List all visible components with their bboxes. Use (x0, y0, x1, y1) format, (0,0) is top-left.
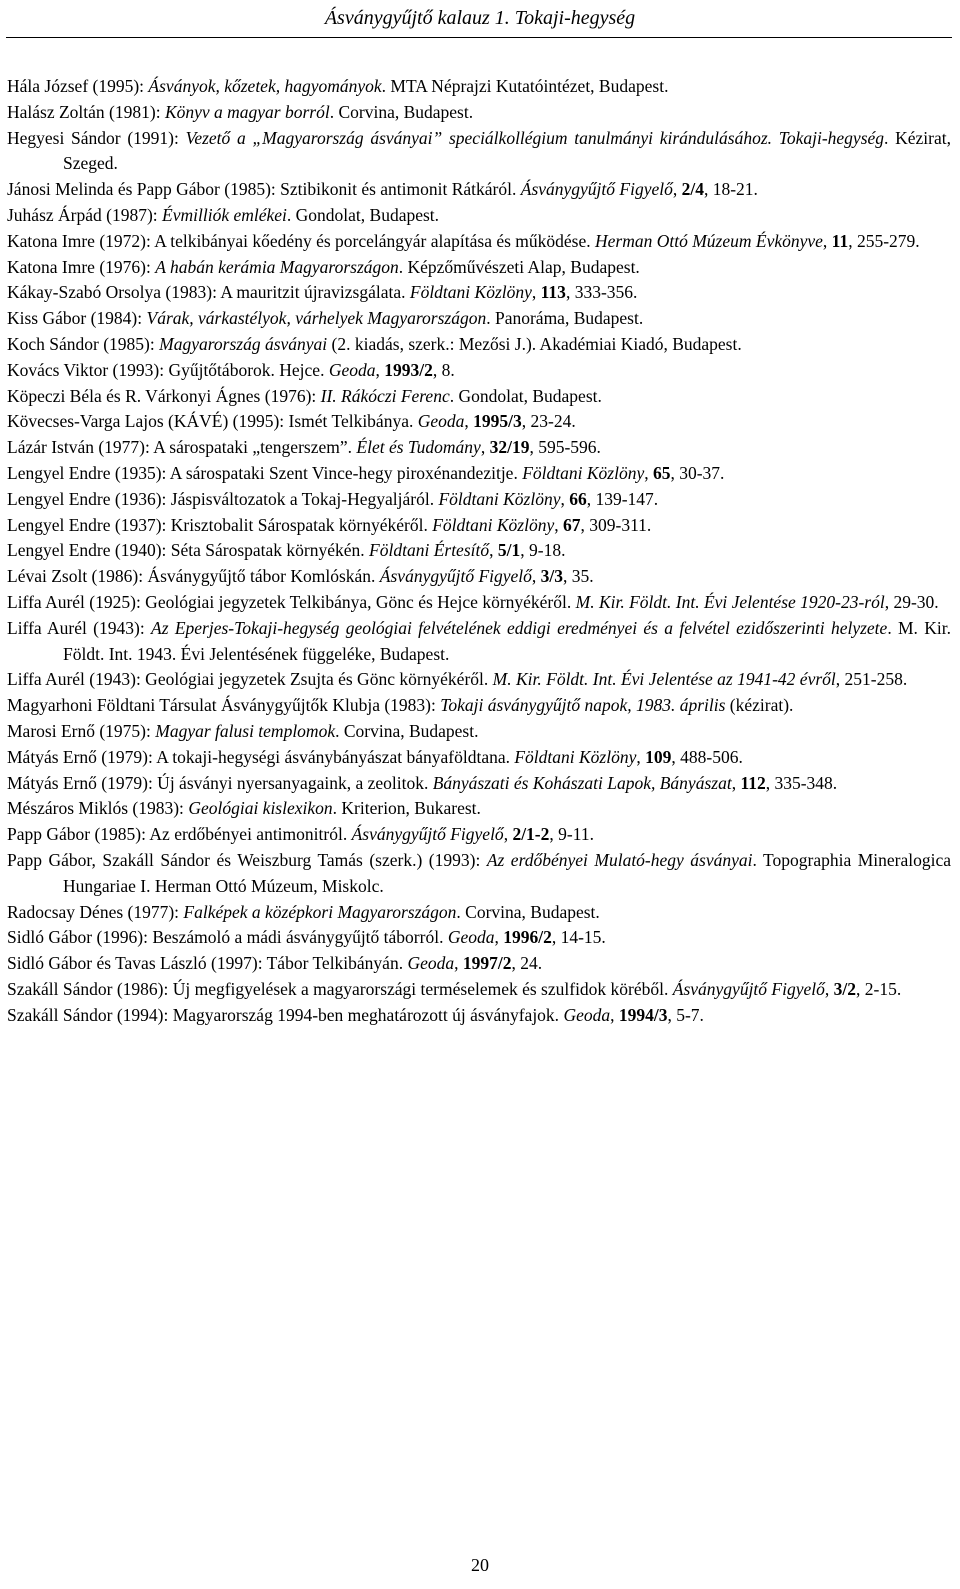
reference-entry (7, 1003, 951, 1029)
reference-text: , 309-311. (580, 514, 652, 535)
reference-title-italic: M. Kir. Földt. Int. Évi Jelentése az 1941-42 évről (492, 669, 836, 690)
reference-entry (7, 951, 951, 977)
reference-title-italic: Élet és Tudomány (356, 437, 481, 458)
reference-volume-bold: 1997/2 (462, 953, 512, 974)
reference-text: Halász Zoltán (1981): (7, 101, 165, 122)
reference-text: . M. Kir. Földt. Int. 1943. Évi Jelentésének függeléke, Budapest. (63, 617, 951, 664)
reference-volume-bold: 3/2 (833, 978, 856, 999)
reference-text: Hála József (1995): (7, 76, 149, 96)
reference-text: , (731, 772, 741, 793)
reference-title-italic: Évmilliók emlékei (162, 204, 287, 225)
reference-text: . Panoráma, Budapest. (486, 308, 644, 329)
reference-text: . Kriterion, Bukarest. (332, 798, 481, 819)
reference-text: Lengyel Endre (1937): Krisztobalit Sárospatak környékéről. (7, 514, 433, 535)
reference-text: Katona Imre (1972): A telkibányai kőedény és porcelángyár alapítása és működése. (7, 230, 595, 251)
reference-text: , (503, 824, 513, 845)
reference-text: , 333-356. (565, 282, 638, 303)
reference-text: . Corvina, Budapest. (335, 720, 479, 741)
reference-text: Lengyel Endre (1940): Séta Sárospatak környékén. (7, 540, 370, 561)
reference-text: , 29-30. (884, 591, 939, 612)
running-title: Ásványgyűjtő kalauz 1. Tokaji-hegység (324, 7, 636, 29)
reference-text: Mátyás Ernő (1979): A tokaji-hegységi ásványbányászat bányaföldtana. (7, 746, 515, 767)
reference-text: Marosi Ernő (1975): (7, 720, 156, 741)
reference-volume-bold: 1994/3 (618, 1004, 668, 1025)
reference-text: Liffa Aurél (1943): Geológiai jegyzetek Zsujta és Gönc környékéről. (7, 669, 493, 690)
reference-text: , (531, 282, 541, 303)
reference-entry (7, 564, 951, 590)
reference-text: Radocsay Dénes (1977): (7, 901, 184, 922)
reference-volume-bold: 2/1-2 (512, 824, 550, 845)
header-rule (6, 37, 952, 38)
reference-entry (7, 822, 951, 848)
reference-entry (7, 74, 951, 100)
reference-volume-bold: 1996/2 (503, 927, 552, 948)
reference-text: , (489, 540, 498, 561)
reference-title-italic: Geoda (417, 411, 465, 432)
reference-title-italic: Földtani Értesítő (369, 540, 490, 561)
reference-text: Sidló Gábor és Tavas László (1997): Tábor Telkibányán. (7, 953, 408, 974)
reference-text: , 14-15. (551, 927, 606, 948)
reference-text: , (824, 978, 834, 999)
reference-entry (7, 280, 951, 306)
reference-title-italic: II. Rákóczi Ferenc (320, 385, 450, 406)
reference-text: , 18-21. (703, 179, 758, 200)
reference-entry (7, 100, 951, 126)
reference-text: Köpeczi Béla és R. Várkonyi Ágnes (1976): (7, 385, 321, 406)
reference-text: , 5-7. (667, 1004, 704, 1025)
reference-text: , (636, 746, 646, 767)
reference-entry (7, 203, 951, 229)
reference-title-italic: Vezető a „Magyarország ásványai” speciálkollégium tanulmányi kirándulásához. Tokaji-hegység (185, 127, 885, 148)
reference-text: . MTA Néprajzi Kutatóintézet, Budapest. (381, 76, 669, 96)
reference-entry (7, 409, 951, 435)
reference-volume-bold: 1993/2 (384, 359, 433, 380)
reference-volume-bold: 66 (569, 488, 587, 509)
reference-text: Kiss Gábor (1984): (7, 308, 147, 329)
reference-volume-bold: 2/4 (681, 179, 704, 200)
reference-entry (7, 977, 951, 1003)
reference-text: Sidló Gábor (1996): Beszámoló a mádi ásványgyűjtő táborról. (7, 927, 448, 948)
reference-text: Szakáll Sándor (1994): Magyarország 1994-ben meghatározott új ásványfajok. (7, 1004, 564, 1025)
reference-title-italic: Ásványgyűjtő Figyelő (672, 978, 825, 999)
reference-title-italic: Az erdőbényei Mulató-hegy ásványai (486, 849, 753, 870)
reference-text: , (610, 1004, 619, 1025)
reference-entry (7, 538, 951, 564)
reference-text: Mátyás Ernő (1979): Új ásványi nyersanyagaink, a zeolitok. (7, 772, 433, 793)
reference-entry (7, 771, 951, 797)
reference-text: , 9-18. (520, 540, 566, 561)
reference-title-italic: M. Kir. Földt. Int. Évi Jelentése 1920-23-ról (575, 591, 885, 612)
reference-title-italic: A habán kerámia Magyarországon (155, 256, 399, 277)
reference-text: Jánosi Melinda és Papp Gábor (1985): Sztibikonit és antimonit Rátkáról. (7, 179, 521, 200)
reference-text: (2. kiadás, szerk.: Mezősi J.). Akadémiai Kiadó, Budapest. (327, 333, 742, 354)
reference-text: , 335-348. (765, 772, 838, 793)
reference-text: , (480, 437, 490, 458)
reference-text: , 488-506. (671, 746, 743, 767)
reference-text: , (494, 927, 504, 948)
reference-text: , 9-11. (549, 824, 594, 845)
reference-text: Lengyel Endre (1935): A sárospataki Szent Vince-hegy piroxénandezitje. (7, 462, 523, 483)
reference-text: Papp Gábor (1985): Az erdőbényei antimonitról. (7, 824, 352, 845)
reference-text: Kovács Viktor (1993): Gyűjtőtáborok. Hejce. (7, 359, 329, 380)
reference-title-italic: Magyarország ásványai (159, 333, 328, 354)
reference-text: Lázár István (1977): A sárospataki „tengerszem”. (7, 437, 357, 458)
reference-title-italic: Földtani Közlöny (514, 746, 637, 767)
reference-entry (7, 229, 951, 255)
reference-title-italic: Várak, várkastélyok, várhelyek Magyarországon (146, 308, 487, 329)
reference-text: , (560, 488, 570, 509)
reference-text: , 255-279. (848, 230, 920, 251)
reference-text: , 30-37. (670, 462, 725, 483)
reference-text: , (375, 359, 385, 380)
reference-volume-bold: 32/19 (489, 437, 530, 458)
reference-text: , 251-258. (835, 669, 908, 690)
reference-volume-bold: 1995/3 (473, 411, 522, 432)
reference-entry (7, 796, 951, 822)
reference-title-italic: Geoda (328, 359, 376, 380)
reference-text: . Gondolat, Budapest. (449, 385, 602, 406)
reference-title-italic: Geoda (563, 1004, 611, 1025)
reference-entry (7, 925, 951, 951)
reference-title-italic: Földtani Közlöny (432, 514, 555, 535)
reference-text: , (672, 179, 682, 200)
reference-volume-bold: 65 (652, 462, 671, 483)
reference-entry (7, 590, 951, 616)
reference-volume-bold: 11 (831, 230, 849, 251)
reference-title-italic: Magyar falusi templomok (155, 720, 336, 741)
reference-entry (7, 358, 951, 384)
reference-text: . Képzőművészeti Alap, Budapest. (398, 256, 640, 277)
reference-volume-bold: 3/3 (540, 566, 564, 587)
reference-entry (7, 306, 951, 332)
reference-text: , 595-596. (529, 437, 601, 458)
reference-title-italic: Bányászati és Kohászati Lapok, Bányászat (432, 772, 732, 793)
reference-text: Lengyel Endre (1936): Jáspisváltozatok a Tokaj-Hegyaljáról. (7, 488, 439, 509)
reference-volume-bold: 113 (540, 282, 566, 303)
reference-volume-bold: 5/1 (497, 540, 521, 561)
reference-entry (7, 332, 951, 358)
reference-text: , (644, 462, 653, 483)
reference-text: , 8. (432, 359, 455, 380)
reference-list (7, 74, 951, 1028)
reference-text: Papp Gábor, Szakáll Sándor és Weiszburg Tamás (szerk.) (1993): (7, 849, 487, 870)
reference-text: Kákay-Szabó Orsolya (1983): A mauritzit újravizsgálata. (7, 282, 410, 303)
reference-entry (7, 616, 951, 668)
reference-text: Liffa Aurél (1925): Geológiai jegyzetek Telkibánya, Gönc és Hejce környékéről. (7, 591, 576, 612)
reference-title-italic: Földtani Közlöny (522, 462, 645, 483)
reference-text: , 2-15. (856, 978, 902, 999)
reference-text: , 35. (563, 566, 594, 587)
reference-text: , (531, 566, 541, 587)
reference-text: Magyarhoni Földtani Társulat Ásványgyűjtők Klubja (1983): (7, 695, 441, 716)
reference-entry (7, 513, 951, 539)
reference-text: (kézirat). (725, 695, 794, 716)
reference-entry (7, 126, 951, 178)
reference-entry (7, 693, 951, 719)
reference-text: . Corvina, Budapest. (456, 901, 600, 922)
reference-text: Liffa Aurél (1943): (7, 617, 151, 638)
reference-text: Hegyesi Sándor (1991): (7, 127, 186, 148)
reference-title-italic: Könyv a magyar borról (164, 101, 330, 122)
reference-title-italic: Földtani Közlöny (438, 488, 561, 509)
reference-volume-bold: 109 (645, 746, 672, 767)
reference-title-italic: Tokaji ásványgyűjtő napok, 1983. április (440, 695, 726, 716)
reference-entry (7, 255, 951, 281)
reference-title-italic: Falképek a középkori Magyarországon (183, 901, 457, 922)
reference-text: . Kézirat, Szeged. (63, 127, 951, 174)
reference-entry (7, 487, 951, 513)
reference-entry (7, 900, 951, 926)
reference-entry (7, 177, 951, 203)
reference-text: Koch Sándor (1985): (7, 333, 160, 354)
reference-entry (7, 745, 951, 771)
reference-title-italic: Ásványgyűjtő Figyelő (351, 824, 504, 845)
reference-volume-bold: 67 (563, 514, 581, 535)
reference-entry (7, 384, 951, 410)
reference-volume-bold: 112 (740, 772, 766, 793)
reference-title-italic: Geológiai kislexikon (188, 798, 333, 819)
reference-entry (7, 435, 951, 461)
reference-title-italic: Ásványgyűjtő Figyelő (379, 566, 532, 587)
reference-text: Szakáll Sándor (1986): Új megfigyelések a magyarországi terméselemek és szulfidok köréből. (7, 978, 673, 999)
reference-text: , (454, 953, 463, 974)
reference-title-italic: Ásványok, kőzetek, hagyományok (148, 76, 382, 96)
reference-text: . Corvina, Budapest. (329, 101, 474, 122)
reference-entry (7, 461, 951, 487)
reference-title-italic: Geoda (407, 953, 455, 974)
reference-text: Katona Imre (1976): (7, 256, 156, 277)
reference-title-italic: Földtani Közlöny (409, 282, 532, 303)
reference-entry (7, 667, 951, 693)
reference-text: Lévai Zsolt (1986): Ásványgyűjtő tábor Komlóskán. (7, 566, 380, 587)
reference-title-italic: Ásványgyűjtő Figyelő (520, 179, 673, 200)
reference-entry (7, 719, 951, 745)
reference-text: , 24. (511, 953, 543, 974)
reference-text: Juhász Árpád (1987): (7, 204, 163, 225)
reference-title-italic: Herman Ottó Múzeum Évkönyve (595, 230, 823, 251)
reference-text: , (822, 230, 832, 251)
reference-text: , (554, 514, 563, 535)
reference-text: , 139-147. (586, 488, 659, 509)
reference-title-italic: Az Eperjes-Tokaji-hegység geológiai felvételének eddigi eredményei és a felvétel ezidőszerinti helyzete (151, 617, 888, 638)
reference-text: . Gondolat, Budapest. (286, 204, 440, 225)
reference-text: Mészáros Miklós (1983): (7, 798, 189, 819)
reference-text: Kövecses-Varga Lajos (KÁVÉ) (1995): Ismét Telkibánya. (7, 411, 418, 432)
reference-text: , (464, 411, 474, 432)
reference-title-italic: Geoda (447, 927, 495, 948)
reference-text: . Topographia Mineralogica Hungariae I. Herman Ottó Múzeum, Miskolc. (63, 849, 952, 896)
page-number: 20 (471, 1555, 489, 1575)
reference-text: , 23-24. (521, 411, 576, 432)
reference-entry (7, 848, 951, 900)
